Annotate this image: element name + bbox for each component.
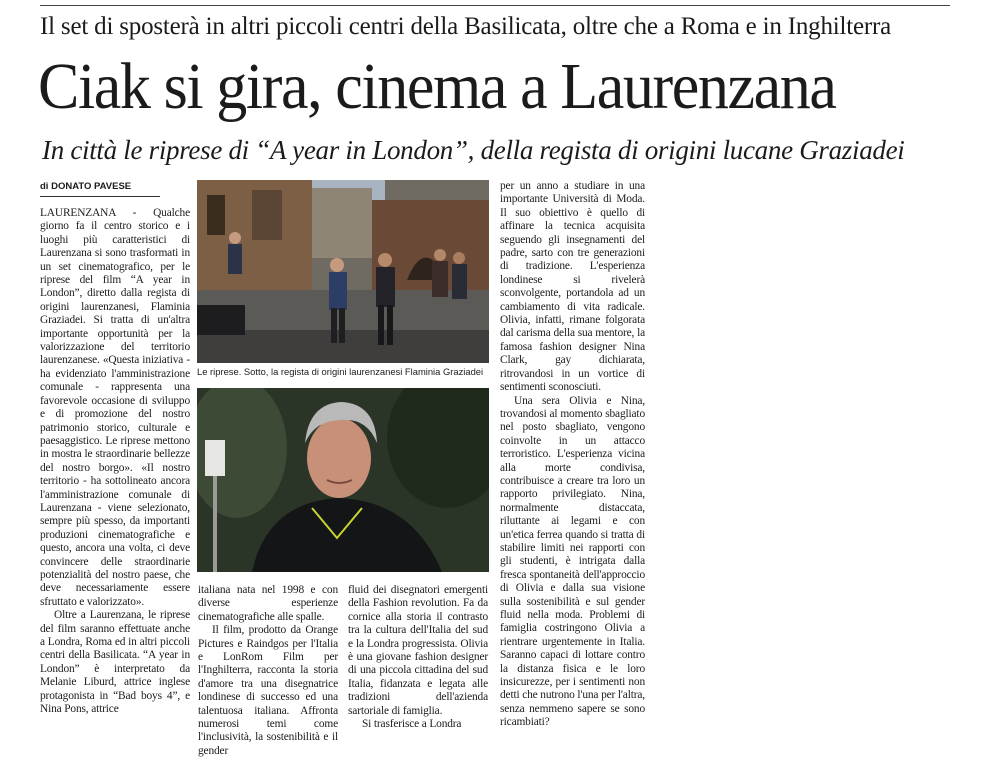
film-set-scene <box>197 180 489 363</box>
paragraph: Una sera Olivia e Nina, trovandosi al momento sbagliato nel posto sbagliato, vengono coinvolte in un attacco terroristico. L'esperienza vicina alla morte condivisa, contribuisce a creare tra loro un rapporto privilegiato. Nina, normalmente distaccata, riluttante ai legami e con un'etica ferrea quando si tratta di stabilire limiti nei rapporti con gli studenti, è intrigata dalla fresca spontaneità dell'approccio di Olivia e dalla sua visione sulla sostenibilità e sul gender fluid nella moda. Problemi di famiglia costringono Olivia a rientrare urgentemente in Italia. Saranno capaci di lottare contro la distanza fisica e le loro insicurezze, per i sentimenti non detti che nutrono l'una per l'altra, senza nemmeno sapere se sono ricambiati? <box>500 394 645 729</box>
photo-caption: Le riprese. Sotto, la regista di origini laurenzanesi Flaminia Graziadei <box>197 366 484 377</box>
director-portrait-photo <box>197 388 489 572</box>
paragraph: italiana nata nel 1998 e con diverse esperienze cinematografiche alle spalle. <box>198 584 338 623</box>
byline: di DONATO PAVESE <box>40 181 160 197</box>
kicker: Il set di sposterà in altri piccoli centri della Basilicata, oltre che a Roma e in Inghilterra <box>40 13 892 40</box>
paragraph: LAURENZANA - Qualche giorno fa il centro storico e i luoghi più caratteristici di Laurenzana si sono trasformati in un set cinematografico, per le riprese del film “A year in London”, diretto dalla regista di origini laurenzanesi, Flaminia Graziadei. Si tratta di un'altra importante opportunità per la valorizzazione del territorio laurenzanese. «Questa iniziativa - ha evidenziato l'amministrazione comunale - rappresenta una favorevole occasione di sviluppo e di promozione del nostro patrimonio storico, culturale e paesaggistico. Le riprese mettono in mostra le straordinarie bellezze del nostro borgo». «Il nostro territorio - ha sottolineato ancora l'amministrazione comunale di Laurenzana - viene selezionato, sempre più spesso, da importanti produzioni cinematografiche e questo, ancora una volta, ci deve convincere delle straordinarie potenzialità del nostro paese, che deve necessariamente essere sfruttato e valorizzato». <box>40 207 190 608</box>
column-4 <box>500 180 645 730</box>
paragraph: Il film, prodotto da Orange Pictures e Raindgos per l'Italia e LonRom Film per l'Inghilterra, racconta la storia d'amore tra una disegnatrice londinese di successo ed una talentuosa italiana. Affronta numerosi temi come l'inclusività, la sostenibilità e il gender <box>198 624 338 757</box>
column-2 <box>198 584 338 758</box>
director-portrait <box>197 388 489 572</box>
column-1 <box>40 207 190 716</box>
paragraph: Oltre a Laurenzana, le riprese del film saranno effettuate anche a Londra, Roma ed in altri piccoli centri della Basilicata. “A year in London” è interpretato da Melanie Liburd, attrice inglese protagonista in “Bad boys 4”, e Nina Pons, attrice <box>40 609 190 716</box>
paragraph: fluid dei disegnatori emergenti della Fashion revolution. Fa da cornice alla storia il contrasto tra la cultura dell'Italia del sud e la Londra progressista. Olivia è una giovane fashion designer di una piccola cittadina del sud Italia, fidanzata e legata alle tradizioni dell'azienda sartoriale di famiglia. <box>348 584 488 717</box>
paragraph: Si trasferisce a Londra <box>362 718 462 731</box>
subhead: In città le riprese di “A year in London”, della regista di origini lucane Graziadei <box>42 135 905 165</box>
column-3 <box>348 584 488 731</box>
headline: Ciak si gira, cinema a Laurenzana <box>38 50 836 123</box>
paragraph: per un anno a studiare in una importante Università di Moda. Il suo obiettivo è quello di affinare la tecnica acquisita seguendo gli insegnamenti del padre, sarto con tre generazioni di tradizione. L'esperienza londinese si rivelerà sconvolgente, portandola ad un cambiamento di vita radicale. Olivia, infatti, rimane folgorata dal carisma della sua mentore, la famosa fashion designer Nina Clark, gay dichiarata, ritrovandosi in un vortice di sentimenti sconosciuti. <box>500 180 645 394</box>
film-set-photo <box>197 180 489 363</box>
top-rule <box>40 5 950 6</box>
